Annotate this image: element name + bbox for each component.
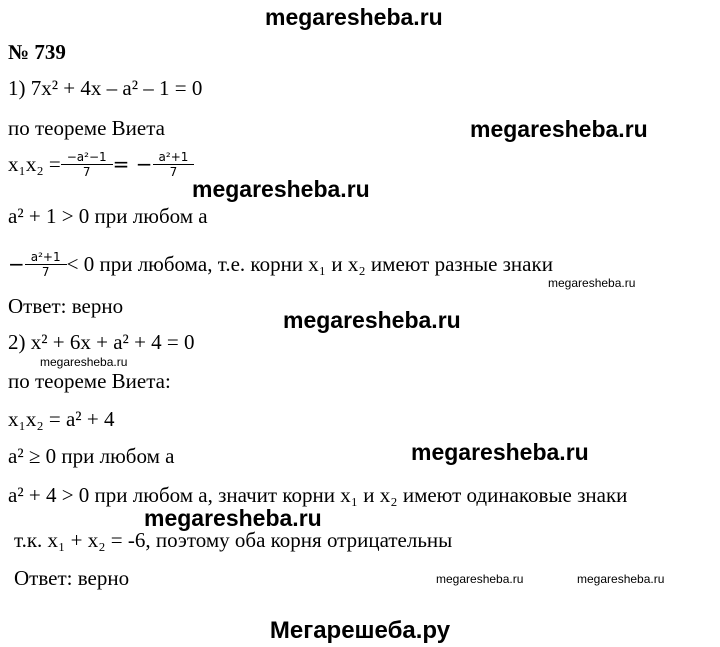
part1-answer: Ответ: верно [8,294,124,318]
part2-ineq2: a² + 4 > 0 при любом a, значит корни x₁ и x₂ имеют одинаковые знаки [8,483,628,507]
part1-vieta: по теореме Виета [8,116,165,140]
part2-product: x₁x₂ = a² + 4 [8,407,115,431]
watermark: megaresheba.ru [192,176,370,202]
watermark: megaresheba.ru [577,572,665,586]
part2-sum: т.к. x₁ + x₂ = -6, поэтому оба корня отрицательны [14,528,453,552]
watermark: megaresheba.ru [436,572,524,586]
watermark: megaresheba.ru [470,116,648,142]
ineq2-text: < 0 при любомa, т.е. корни x₁ и x₂ имеют разные знаки [66,251,553,276]
fraction-2-num: a²+1 [158,149,189,164]
header-watermark: megaresheba.ru [265,4,443,30]
part1-ineq1: a² + 1 > 0 при любом a [8,204,208,228]
product-lhs: x₁x₂ = [8,151,61,176]
fraction-3 [28,251,64,278]
part1-ineq2 [8,244,553,284]
problem-number: № 739 [8,40,66,64]
part2-vieta: по теореме Виета: [8,369,171,393]
watermark: megaresheba.ru [144,505,322,531]
watermark: megaresheba.ru [548,276,636,290]
part2-ineq1: a² ≥ 0 при любом a [8,444,175,468]
footer-brand: Мегарешеба.ру [269,617,451,644]
fraction-1-den: 7 [61,164,113,178]
minus-sign: − [8,252,25,276]
part1-equation [8,78,202,99]
part1-equation-text: 1) [8,76,26,100]
fraction-3-num: a²+1 [30,249,61,264]
fraction-1 [64,151,110,178]
watermark: megaresheba.ru [40,355,128,369]
part2-equation: 2) x² + 6x + a² + 4 = 0 [8,330,195,354]
fraction-3-den: 7 [25,264,67,278]
watermark: megaresheba.ru [411,439,589,465]
fraction-2-den: 7 [153,164,195,178]
part1-product [8,142,194,186]
part1-equation-body: 7x² + 4x – a² – 1 = 0 [30,76,203,100]
fraction-1-num: −a²−1 [66,149,107,164]
part2-answer: Ответ: верно [14,566,130,590]
watermark: megaresheba.ru [283,307,461,333]
eq-minus: = − [112,152,153,176]
fraction-2 [156,151,192,178]
